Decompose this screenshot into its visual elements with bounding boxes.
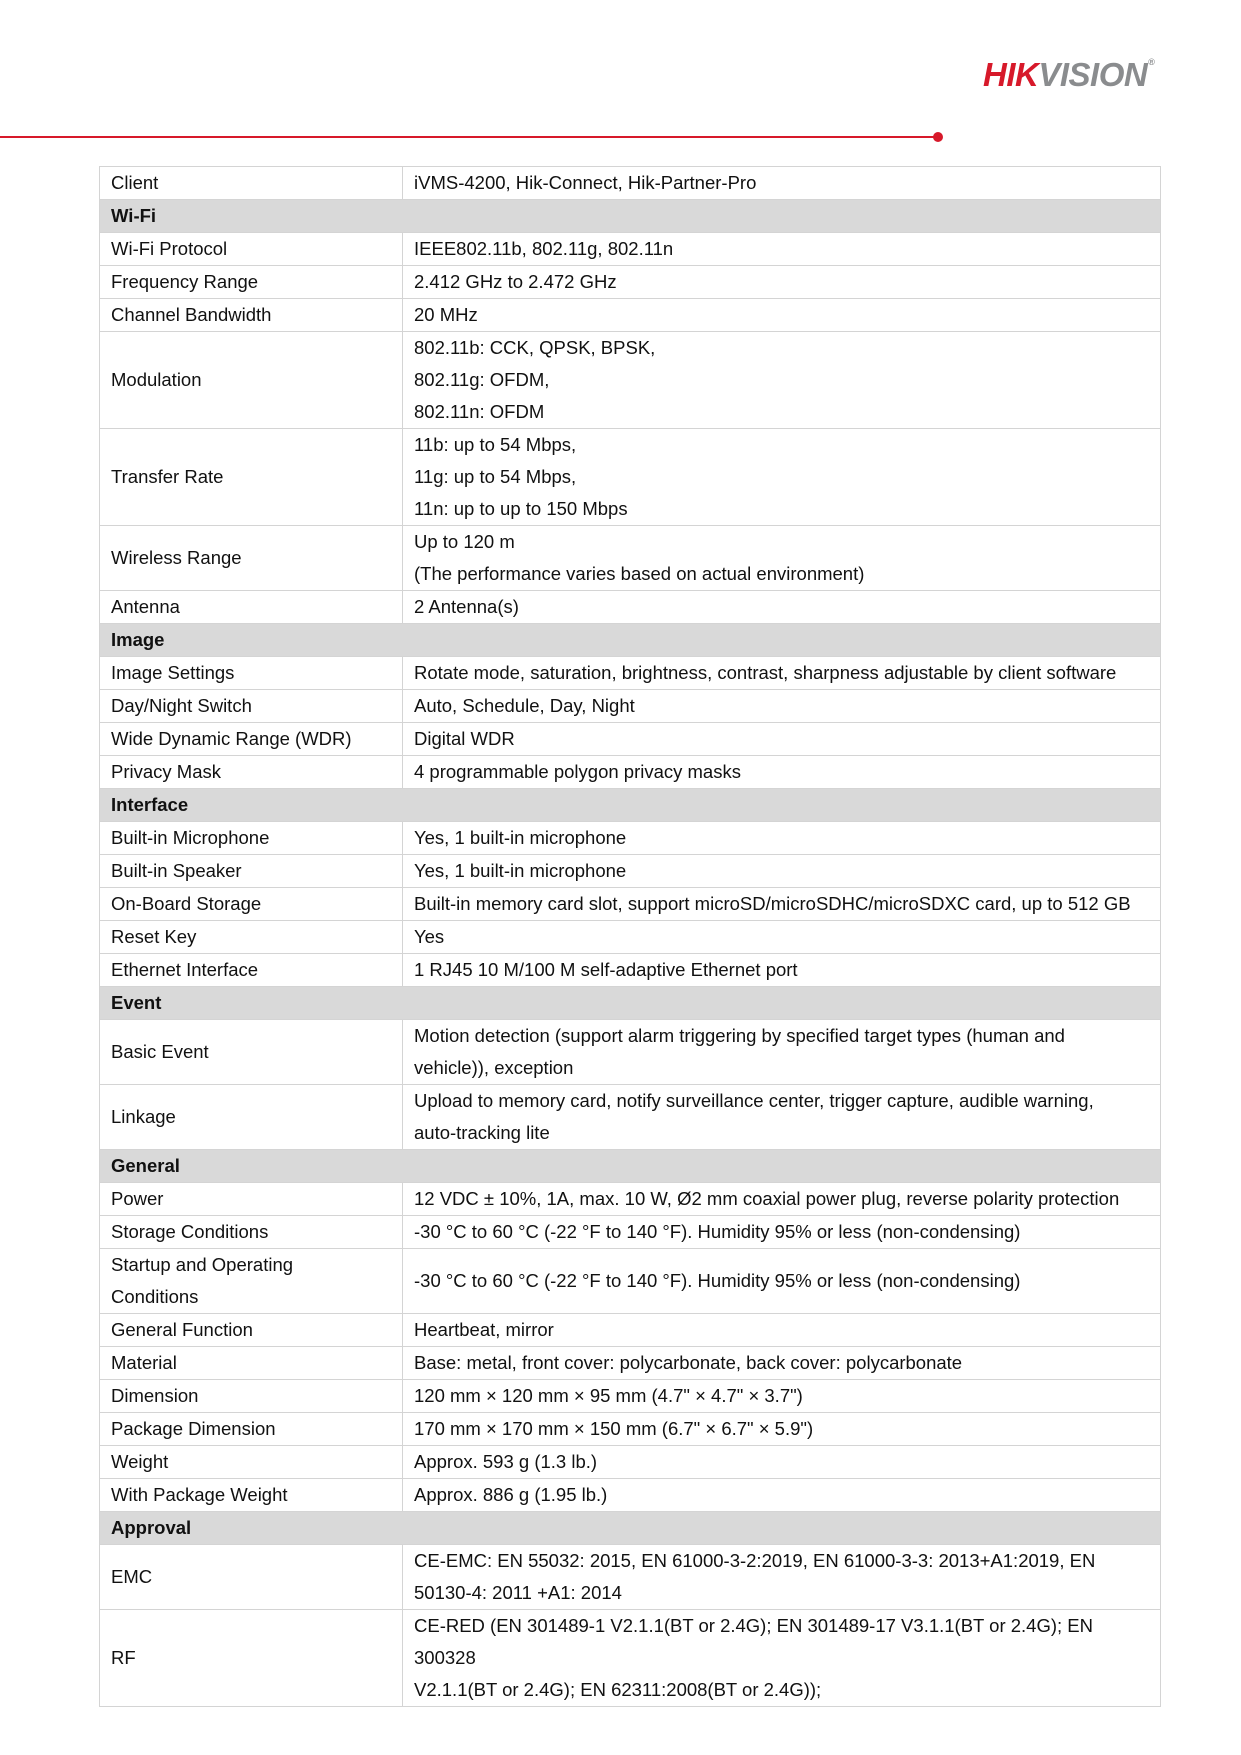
spec-value-line: 2 Antenna(s): [414, 596, 519, 617]
spec-value-line: iVMS-4200, Hik-Connect, Hik-Partner-Pro: [414, 172, 757, 193]
spec-value: [403, 1413, 1161, 1446]
spec-row: [100, 723, 1161, 756]
spec-row: [100, 657, 1161, 690]
spec-label-line: Startup and Operating: [111, 1254, 294, 1275]
spec-row: [100, 429, 1161, 526]
section-title: Approval: [100, 1512, 1161, 1545]
section-header: [100, 789, 1161, 822]
spec-row: [100, 888, 1161, 921]
section-header: [100, 1512, 1161, 1545]
spec-row: [100, 233, 1161, 266]
spec-row: [100, 1314, 1161, 1347]
spec-value-line: Motion detection (support alarm triggering by specified target types (human and: [414, 1025, 1065, 1046]
spec-value-line: Up to 120 m: [414, 531, 515, 552]
spec-row: [100, 167, 1161, 200]
spec-value: [403, 1085, 1161, 1150]
logo-registered-mark: ®: [1148, 57, 1155, 67]
spec-row: [100, 1545, 1161, 1610]
spec-row: [100, 690, 1161, 723]
spec-value-line: V2.1.1(BT or 2.4G); EN 62311:2008(BT or 2.4G));: [414, 1679, 822, 1700]
spec-value: [403, 591, 1161, 624]
spec-value-line: Base: metal, front cover: polycarbonate, back cover: polycarbonate: [414, 1352, 963, 1373]
spec-row: [100, 1446, 1161, 1479]
spec-label: On-Board Storage: [100, 888, 403, 921]
spec-label: Day/Night Switch: [100, 690, 403, 723]
spec-value-line: Approx. 886 g (1.95 lb.): [414, 1484, 608, 1505]
header-rule: [0, 136, 934, 138]
spec-row: [100, 1479, 1161, 1512]
spec-value: [403, 1216, 1161, 1249]
header-rule-dot: [933, 132, 943, 142]
spec-label: Built-in Speaker: [100, 855, 403, 888]
section-title: Image: [100, 624, 1161, 657]
spec-value: [403, 1380, 1161, 1413]
spec-row: [100, 591, 1161, 624]
spec-value: [403, 855, 1161, 888]
spec-row: [100, 756, 1161, 789]
spec-label: Wide Dynamic Range (WDR): [100, 723, 403, 756]
spec-label: Package Dimension: [100, 1413, 403, 1446]
logo-hik: HIK: [983, 56, 1039, 93]
spec-table: [99, 166, 1161, 1707]
spec-value-line: 802.11g: OFDM,: [414, 369, 550, 390]
spec-value-line: Heartbeat, mirror: [414, 1319, 554, 1340]
spec-value-line: Approx. 593 g (1.3 lb.): [414, 1451, 598, 1472]
spec-value: [403, 167, 1161, 200]
spec-label: Channel Bandwidth: [100, 299, 403, 332]
spec-label: Dimension: [100, 1380, 403, 1413]
spec-value-line: Yes: [414, 926, 445, 947]
spec-value-line: CE-RED (EN 301489-1 V2.1.1(BT or 2.4G); EN 301489-17 V3.1.1(BT or 2.4G); EN 300328: [414, 1615, 1093, 1668]
spec-value: [403, 1314, 1161, 1347]
spec-value: [403, 526, 1161, 591]
spec-label: Reset Key: [100, 921, 403, 954]
spec-value-line: 12 VDC ± 10%, 1A, max. 10 W, Ø2 mm coaxial power plug, reverse polarity protection: [414, 1188, 1120, 1209]
spec-value-line: Yes, 1 built-in microphone: [414, 860, 627, 881]
spec-value-line: 802.11n: OFDM: [414, 401, 545, 422]
spec-value-line: Yes, 1 built-in microphone: [414, 827, 627, 848]
spec-value: [403, 1020, 1161, 1085]
spec-value: [403, 888, 1161, 921]
spec-value-line: -30 °C to 60 °C (-22 °F to 140 °F). Humidity 95% or less (non-condensing): [414, 1270, 1021, 1291]
spec-value: [403, 954, 1161, 987]
spec-row: [100, 266, 1161, 299]
spec-value: [403, 233, 1161, 266]
section-header: [100, 987, 1161, 1020]
spec-value-line: Rotate mode, saturation, brightness, contrast, sharpness adjustable by client software: [414, 662, 1117, 683]
spec-value: [403, 822, 1161, 855]
spec-value-line: 802.11b: CCK, QPSK, BPSK,: [414, 337, 656, 358]
spec-label: Storage Conditions: [100, 1216, 403, 1249]
spec-value-line: 120 mm × 120 mm × 95 mm (4.7" × 4.7" × 3.7"): [414, 1385, 803, 1406]
spec-label: EMC: [100, 1545, 403, 1610]
spec-label: Weight: [100, 1446, 403, 1479]
spec-label: General Function: [100, 1314, 403, 1347]
spec-value: [403, 756, 1161, 789]
spec-value: [403, 1545, 1161, 1610]
section-title: Wi-Fi: [100, 200, 1161, 233]
spec-row: [100, 1020, 1161, 1085]
section-title: Interface: [100, 789, 1161, 822]
spec-row: [100, 954, 1161, 987]
spec-value: [403, 1610, 1161, 1707]
spec-value-line: vehicle)), exception: [414, 1057, 574, 1078]
spec-value-line: Built-in memory card slot, support microSD/microSDHC/microSDXC card, up to 512 GB: [414, 893, 1131, 914]
section-title: Event: [100, 987, 1161, 1020]
spec-label: Image Settings: [100, 657, 403, 690]
spec-label: Transfer Rate: [100, 429, 403, 526]
spec-value: [403, 921, 1161, 954]
spec-value-line: 170 mm × 170 mm × 150 mm (6.7" × 6.7" × 5.9"): [414, 1418, 814, 1439]
spec-label: Privacy Mask: [100, 756, 403, 789]
spec-value-line: 2.412 GHz to 2.472 GHz: [414, 271, 617, 292]
spec-row: [100, 1183, 1161, 1216]
spec-value: [403, 1479, 1161, 1512]
spec-value-line: 11g: up to 54 Mbps,: [414, 466, 577, 487]
spec-label: With Package Weight: [100, 1479, 403, 1512]
spec-label: Client: [100, 167, 403, 200]
spec-value-line: 50130-4: 2011 +A1: 2014: [414, 1582, 622, 1603]
spec-row: [100, 526, 1161, 591]
section-header: [100, 624, 1161, 657]
spec-label: RF: [100, 1610, 403, 1707]
spec-value-line: Auto, Schedule, Day, Night: [414, 695, 635, 716]
spec-row: [100, 332, 1161, 429]
spec-row: [100, 1085, 1161, 1150]
spec-label: Frequency Range: [100, 266, 403, 299]
spec-value: [403, 1446, 1161, 1479]
spec-row: [100, 1610, 1161, 1707]
spec-label-line: Conditions: [111, 1286, 199, 1307]
spec-row: [100, 299, 1161, 332]
hikvision-logo: [983, 58, 1154, 91]
spec-value: [403, 657, 1161, 690]
spec-value-line: 1 RJ45 10 M/100 M self-adaptive Ethernet port: [414, 959, 798, 980]
spec-row: [100, 1216, 1161, 1249]
spec-row: [100, 855, 1161, 888]
spec-value-line: 11n: up to up to 150 Mbps: [414, 498, 628, 519]
spec-label: Wi-Fi Protocol: [100, 233, 403, 266]
section-title: General: [100, 1150, 1161, 1183]
logo-vision: VISION: [1038, 56, 1148, 93]
spec-value-line: 4 programmable polygon privacy masks: [414, 761, 741, 782]
spec-row: [100, 1413, 1161, 1446]
spec-label: Power: [100, 1183, 403, 1216]
spec-value-line: (The performance varies based on actual environment): [414, 563, 865, 584]
spec-value-line: IEEE802.11b, 802.11g, 802.11n: [414, 238, 674, 259]
spec-value-line: 20 MHz: [414, 304, 478, 325]
section-header: [100, 200, 1161, 233]
spec-value-line: auto-tracking lite: [414, 1122, 550, 1143]
spec-row: [100, 1249, 1161, 1314]
spec-value: [403, 1347, 1161, 1380]
spec-value: [403, 332, 1161, 429]
spec-label: Material: [100, 1347, 403, 1380]
spec-value: [403, 429, 1161, 526]
spec-value-line: CE-EMC: EN 55032: 2015, EN 61000-3-2:2019, EN 61000-3-3: 2013+A1:2019, EN: [414, 1550, 1096, 1571]
spec-value-line: Digital WDR: [414, 728, 515, 749]
spec-row: [100, 1380, 1161, 1413]
spec-label: Basic Event: [100, 1020, 403, 1085]
spec-value-line: -30 °C to 60 °C (-22 °F to 140 °F). Humidity 95% or less (non-condensing): [414, 1221, 1021, 1242]
spec-value-line: 11b: up to 54 Mbps,: [414, 434, 577, 455]
spec-label: Modulation: [100, 332, 403, 429]
spec-label: Linkage: [100, 1085, 403, 1150]
spec-row: [100, 1347, 1161, 1380]
section-header: [100, 1150, 1161, 1183]
spec-row: [100, 921, 1161, 954]
spec-value: [403, 299, 1161, 332]
spec-table-body: [100, 167, 1161, 1707]
spec-label: Antenna: [100, 591, 403, 624]
spec-value: [403, 266, 1161, 299]
spec-label: [100, 1249, 403, 1314]
spec-value: [403, 723, 1161, 756]
spec-value-line: Upload to memory card, notify surveillance center, trigger capture, audible warning,: [414, 1090, 1094, 1111]
spec-label: Built-in Microphone: [100, 822, 403, 855]
spec-value: [403, 1249, 1161, 1314]
spec-label: Wireless Range: [100, 526, 403, 591]
spec-row: [100, 822, 1161, 855]
spec-value: [403, 1183, 1161, 1216]
spec-value: [403, 690, 1161, 723]
spec-label: Ethernet Interface: [100, 954, 403, 987]
